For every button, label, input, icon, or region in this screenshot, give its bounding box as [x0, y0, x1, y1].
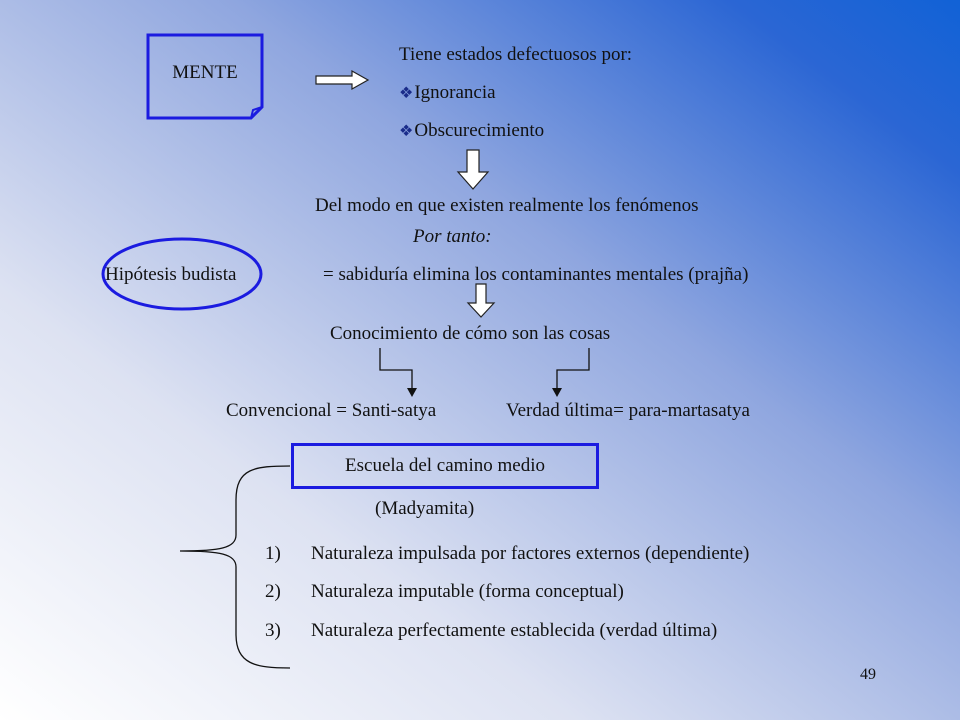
arrowhead-convencional	[407, 388, 417, 397]
diamond-bullet-icon: ❖	[399, 85, 414, 102]
modo-text: Del modo en que existen realmente los fenómenos	[315, 195, 699, 216]
arrowhead-verdad	[552, 388, 562, 397]
page-number: 49	[860, 666, 876, 683]
escuela-subtitle: (Madyamita)	[375, 498, 475, 519]
diamond-bullet-icon: ❖	[399, 123, 414, 140]
list-item: Naturaleza impulsada por factores externos (dependiente)	[311, 543, 750, 564]
defects-heading: Tiene estados defectuosos por:	[399, 44, 633, 65]
list-item: Naturaleza perfectamente establecida (verdad última)	[311, 620, 718, 641]
escuela-box	[291, 443, 599, 489]
list-number: 3)	[265, 620, 281, 641]
arrow-down-outline-2	[468, 284, 494, 317]
conocimiento-text: Conocimiento de cómo son las cosas	[330, 323, 611, 344]
hipotesis-label: Hipótesis budista	[105, 264, 237, 285]
defect-item-label: Ignorancia	[414, 82, 496, 103]
connector-convencional	[380, 348, 412, 390]
defect-item-obscurecimiento	[399, 120, 544, 143]
list-item: Naturaleza imputable (forma conceptual)	[311, 581, 624, 602]
defect-item-ignorancia	[399, 82, 496, 105]
arrow-right-outline	[316, 71, 368, 89]
list-number: 2)	[265, 581, 281, 602]
escuela-title: Escuela del camino medio	[345, 455, 545, 476]
por-tanto-text: Por tanto:	[413, 226, 492, 247]
defect-item-label: Obscurecimiento	[414, 120, 545, 141]
list-number: 1)	[265, 543, 281, 564]
convencional-text: Convencional = Santi-satya	[226, 400, 437, 421]
arrow-down-outline-1	[458, 150, 488, 189]
verdad-ultima-text: Verdad última= para-martasatya	[506, 400, 750, 421]
connector-verdad	[557, 348, 589, 390]
mente-label: MENTE	[172, 62, 238, 83]
sabiduria-text: = sabiduría elimina los contaminantes mentales (prajña)	[323, 264, 749, 285]
